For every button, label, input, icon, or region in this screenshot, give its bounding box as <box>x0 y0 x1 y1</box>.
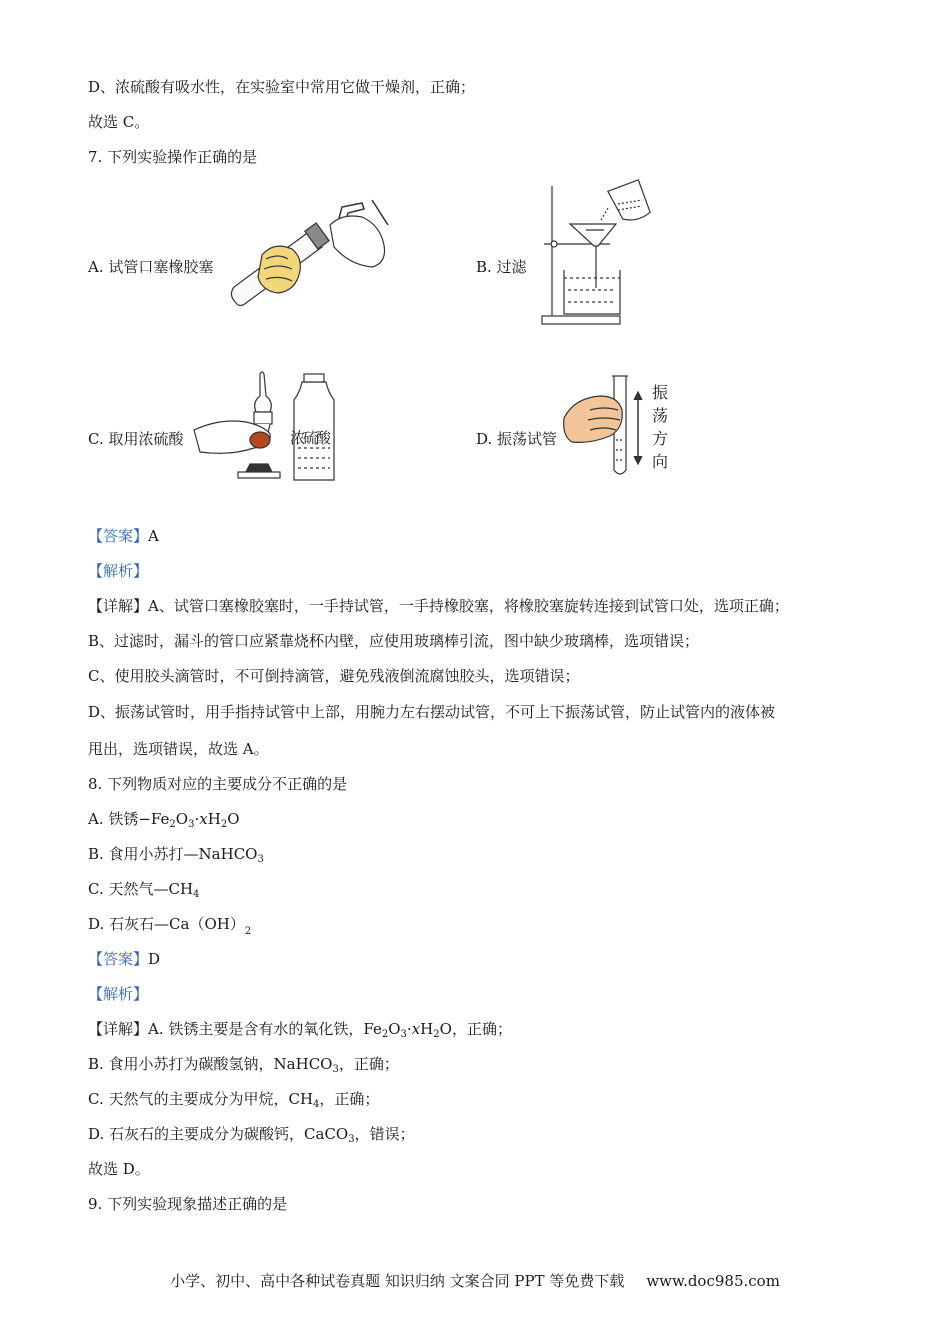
formula-text: H <box>207 810 221 828</box>
subscript: 4 <box>193 889 200 900</box>
formula-text: A. 铁锈主要是含有水的氧化铁，Fe <box>148 1020 382 1038</box>
q8-detail-c <box>88 1088 379 1116</box>
formula-text: B. 食用小苏打—NaHCO <box>88 845 258 863</box>
subscript: 2 <box>220 819 228 830</box>
subscript: 2 <box>433 1029 440 1040</box>
q7-answer <box>88 525 159 547</box>
q8-option-d <box>88 913 251 943</box>
formula-italic: x <box>411 1020 421 1038</box>
subscript: 3 <box>188 819 195 830</box>
footer-text: 小学、初中、高中各种试卷真题 知识归纳 文案合同 PPT 等免费下载 <box>170 1272 625 1290</box>
subscript: 3 <box>400 1029 407 1040</box>
formula-text: O <box>388 1020 401 1038</box>
formula-text: · <box>406 1020 412 1038</box>
q7-figure-b-filtration <box>538 178 658 328</box>
formula-text: O，正确； <box>439 1020 512 1038</box>
detail-tag: 【详解】 <box>88 597 149 615</box>
q7-detail-d2: 甩出，选项错误，故选 A。 <box>88 740 269 758</box>
q8-option-b <box>88 843 264 871</box>
shake-char-4: 向 <box>652 452 669 471</box>
q8-conclusion: 故选 D。 <box>88 1160 150 1178</box>
q8-option-a <box>88 808 240 836</box>
q7-analysis-tag: 【解析】 <box>88 562 149 580</box>
q8-analysis-tag: 【解析】 <box>88 985 149 1003</box>
formula-text: O <box>175 810 189 828</box>
formula-text: ，正确； <box>319 1090 380 1108</box>
shake-char-3: 方 <box>652 429 669 448</box>
q8-detail-d <box>88 1123 415 1151</box>
formula-text: · <box>194 810 200 828</box>
formula-text: O <box>227 810 240 828</box>
detail-text: A、试管口塞橡胶塞时，一手持试管，一手持橡胶塞，将橡胶塞旋转连接到试管口处，选项正确； <box>148 597 789 615</box>
q7-detail-d1: D、振荡试管时，用手指持试管中上部，用腕力左右摆动试管，不可上下振荡试管，防止试管内的液体被 <box>88 703 776 721</box>
q7-shake-direction-label <box>652 381 668 473</box>
q8-answer <box>88 948 160 970</box>
shake-char-2: 荡 <box>652 406 669 425</box>
page-footer <box>0 1270 950 1291</box>
q6-option-d-line: D、浓硫酸有吸水性，在实验室中常用它做干燥剂，正确； <box>88 78 476 96</box>
answer-tag: 【答案】 <box>88 527 149 545</box>
subscript: 3 <box>348 1134 355 1145</box>
answer-value: A <box>148 527 159 545</box>
q7-option-d-label: D. 振荡试管 <box>476 430 558 448</box>
footer-url-link[interactable]: www.doc985.com <box>646 1272 780 1290</box>
detail-tag: 【详解】 <box>88 1020 149 1038</box>
formula-text: C. 天然气—CH <box>88 880 194 898</box>
subscript: 4 <box>313 1099 320 1110</box>
answer-value: D <box>148 950 161 968</box>
q6-conclusion: 故选 C。 <box>88 113 150 131</box>
formula-text: ，错误； <box>354 1125 415 1143</box>
formula-text: ，正确； <box>338 1055 399 1073</box>
subscript: 2 <box>244 926 252 937</box>
q7-stem: 7. 下列实验操作正确的是 <box>88 148 258 166</box>
formula-text: C. 天然气的主要成分为甲烷，CH <box>88 1090 314 1108</box>
q7-bottle-label: 浓硫酸 <box>290 429 330 447</box>
subscript: 2 <box>169 819 176 830</box>
formula-text: H <box>420 1020 434 1038</box>
q8-option-c <box>88 878 199 906</box>
answer-tag: 【答案】 <box>88 950 149 968</box>
q7-figure-d-shaking <box>560 370 650 482</box>
q9-stem: 9. 下列实验现象描述正确的是 <box>88 1195 288 1213</box>
shake-char-1: 振 <box>652 383 669 402</box>
formula-text: D. 石灰石—Ca（OH） <box>88 915 245 933</box>
formula-italic: x <box>199 810 208 828</box>
subscript: 3 <box>332 1064 339 1075</box>
q8-detail-b <box>88 1053 399 1081</box>
subscript: 2 <box>381 1029 389 1040</box>
q7-detail-b: B、过滤时，漏斗的管口应紧靠烧杯内壁，应使用玻璃棒引流，图中缺少玻璃棒，选项错误； <box>88 632 700 650</box>
q7-figure-a-stopper <box>222 195 392 313</box>
formula-text: B. 食用小苏打为碳酸氢钠，NaHCO <box>88 1055 333 1073</box>
formula-text: A. 铁锈−Fe <box>88 810 170 828</box>
subscript: 3 <box>257 854 264 865</box>
q7-option-a-label: A. 试管口塞橡胶塞 <box>88 258 214 276</box>
formula-text: D. 石灰石的主要成分为碳酸钙，CaCO <box>88 1125 349 1143</box>
q7-option-b-label: B. 过滤 <box>476 258 527 276</box>
q8-detail-a <box>88 1018 512 1046</box>
q7-option-c-label: C. 取用浓硫酸 <box>88 430 184 448</box>
q7-detail-a <box>88 595 789 617</box>
q8-stem: 8. 下列物质对应的主要成分不正确的是 <box>88 775 348 793</box>
q7-detail-c: C、使用胶头滴管时，不可倒持滴管，避免残液倒流腐蚀胶头，选项错误； <box>88 667 580 685</box>
